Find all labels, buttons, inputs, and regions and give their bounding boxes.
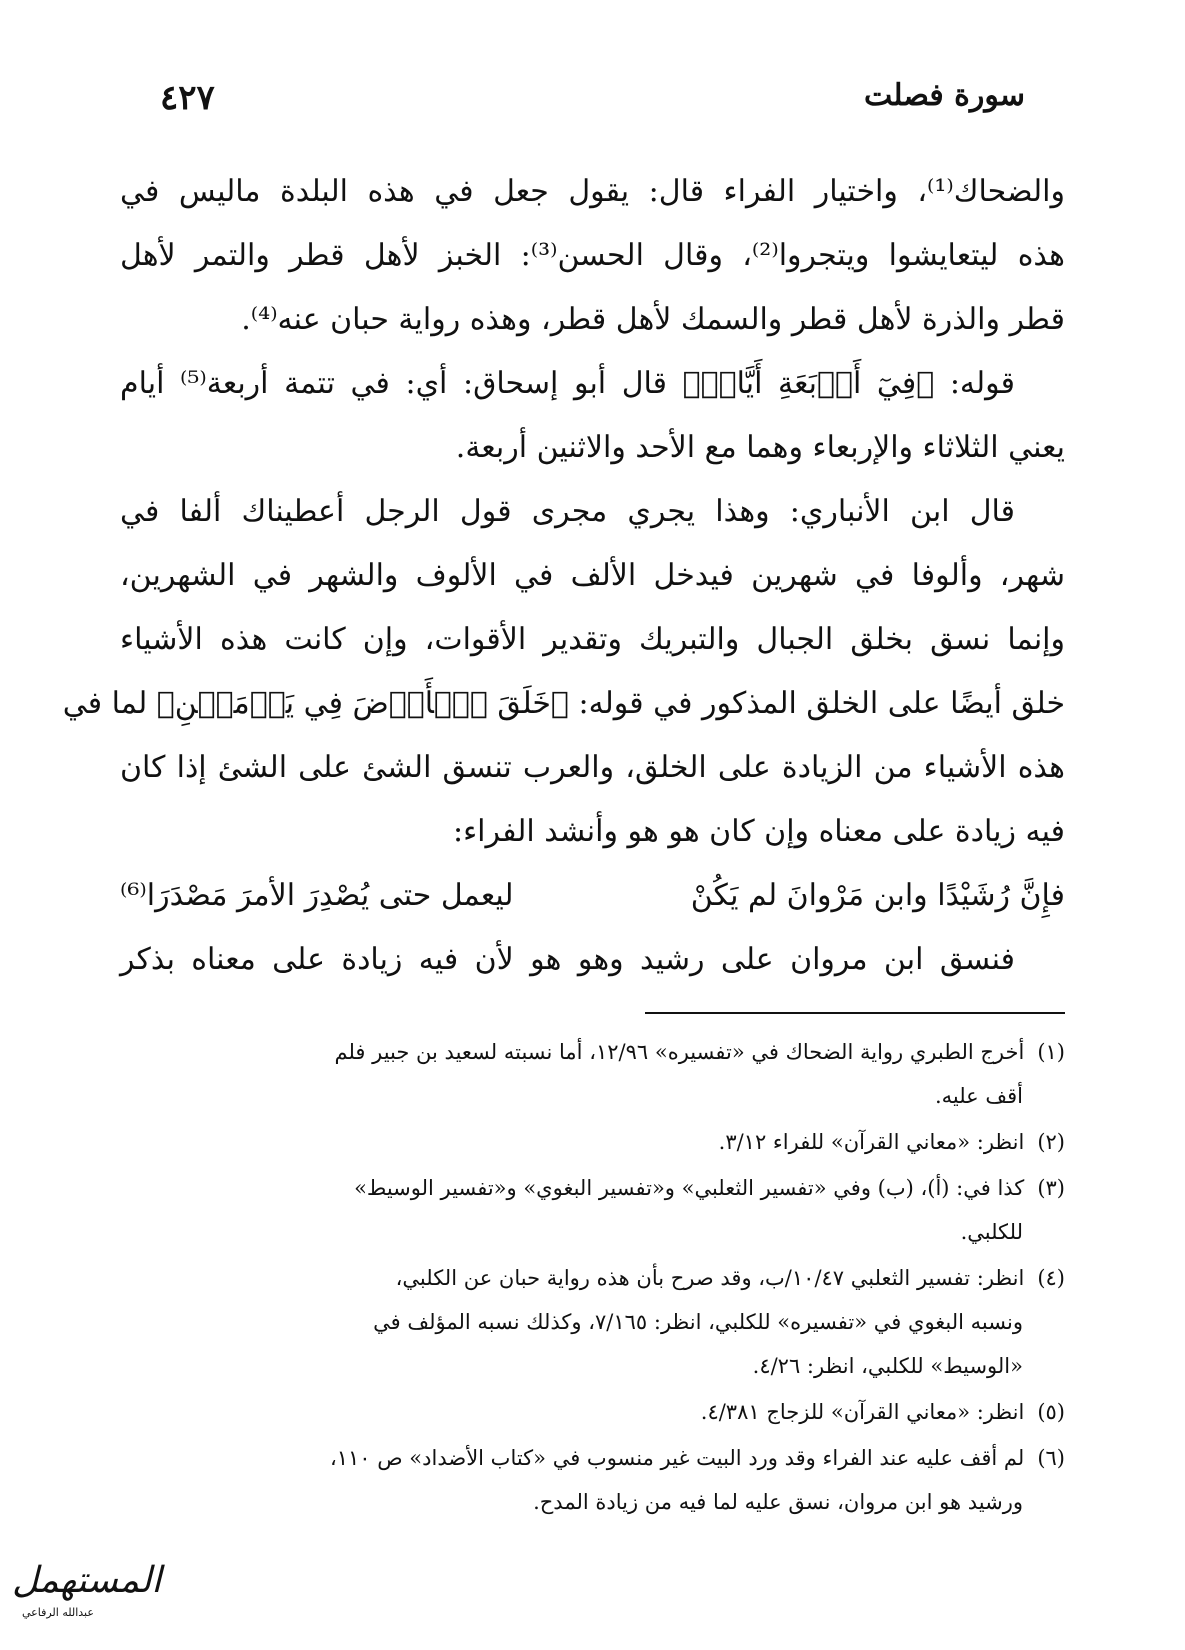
- text-line: يعني الثلاثاء والإربعاء وهما مع الأحد والاثنين أربعة.: [455, 430, 1065, 465]
- text-line: هذه ليتعايشوا ويتجروا⁽²⁾، وقال الحسن⁽³⁾: الخبز لأهل قطر والتمر لأهل: [120, 238, 1065, 273]
- text-line: قطر والذرة لأهل قطر والسمك لأهل قطر، وهذه رواية حبان عنه⁽⁴⁾.: [241, 302, 1065, 337]
- poetry-verse: [120, 864, 1065, 928]
- footnote: [120, 1120, 1065, 1164]
- watermark-sub: عبدالله الرفاعي: [22, 1606, 94, 1619]
- footnote-continuation: «الوسيط» للكلبي، انظر: ٤/٢٦.: [752, 1354, 1023, 1378]
- footnote: [120, 1166, 1065, 1254]
- footnote-text: انظر: «معاني القرآن» للفراء ٣/١٢.: [718, 1130, 1025, 1154]
- footnote-continuation: أقف عليه.: [934, 1084, 1023, 1108]
- page-header: [160, 78, 1025, 128]
- footnote-number: (٢): [1037, 1130, 1065, 1154]
- footnote-continuation: للكلبي.: [960, 1220, 1023, 1244]
- footnote-number: (٣): [1037, 1176, 1065, 1200]
- footnotes: [120, 1030, 1065, 1526]
- main-text: [62, 160, 1065, 992]
- watermark-main: المستهمل: [12, 1560, 162, 1601]
- text-line: وإنما نسق بخلق الجبال والتبريك وتقدير الأقوات، وإن كانت هذه الأشياء: [120, 622, 1065, 657]
- page-number: ٤٢٧: [160, 78, 215, 118]
- footnote: [120, 1256, 1065, 1388]
- footnote-text: انظر: «معاني القرآن» للزجاج ٤/٣٨١.: [700, 1400, 1025, 1424]
- footnote-number: (٤): [1037, 1266, 1065, 1290]
- verse-first-hemistich: فإِنَّ رُشَيْدًا وابن مَرْوانَ لم يَكُنْ: [690, 878, 1065, 913]
- text-line: والضحاك⁽¹⁾، واختيار الفراء قال: يقول جعل في هذه البلدة ماليس في: [120, 174, 1065, 209]
- footnote-text: كذا في: (أ)، (ب) وفي «تفسير الثعلبي» و«تفسير البغوي» و«تفسير الوسيط»: [354, 1176, 1025, 1200]
- text-line: قوله: ﴿فِيٓ أَرۡبَعَةِ أَيَّامٖ﴾ قال أبو إسحاق: أي: في تتمة أربعة⁽⁵⁾ أيام: [120, 366, 1015, 401]
- text-line: شهر، وألوفا في شهرين فيدخل الألف في الألوف والشهر في الشهرين،: [120, 558, 1065, 593]
- footnote: [120, 1390, 1065, 1434]
- footnote-continuation: ورشيد هو ابن مروان، نسق عليه لما فيه من زيادة المدح.: [533, 1490, 1023, 1514]
- running-title: سورة فصلت: [863, 78, 1025, 113]
- footnote-number: (٦): [1037, 1446, 1065, 1470]
- footnote: [120, 1436, 1065, 1524]
- footnote-number: (١): [1037, 1040, 1065, 1064]
- footnote-separator: [645, 1012, 1065, 1014]
- footnote: [120, 1030, 1065, 1118]
- footnote-text: انظر: تفسير الثعلبي ١٠/٤٧/ب، وقد صرح بأن هذه رواية حبان عن الكلبي،: [395, 1266, 1025, 1290]
- text-line: فنسق ابن مروان على رشيد وهو هو لأن فيه زيادة على معناه بذكر: [120, 942, 1015, 977]
- footnote-text: أخرج الطبري رواية الضحاك في «تفسيره» ١٢/٩٦، أما نسبته لسعيد بن جبير فلم: [334, 1040, 1025, 1064]
- watermark-logo: [8, 1560, 162, 1628]
- text-line: فيه زيادة على معناه وإن كان هو هو وأنشد الفراء:: [452, 814, 1065, 849]
- footnote-number: (٥): [1037, 1400, 1065, 1424]
- text-line: هذه الأشياء من الزيادة على الخلق، والعرب تنسق الشئ على الشئ إذا كان: [120, 750, 1065, 785]
- verse-second-hemistich: ليعمل حتى يُصْدِرَ الأمرَ مَصْدَرَا⁽⁶⁾: [120, 878, 514, 913]
- text-line: قال ابن الأنباري: وهذا يجري مجرى قول الرجل أعطيناك ألفا في: [120, 494, 1015, 529]
- text-line: خلق أيضًا على الخلق المذكور في قوله: ﴿خَلَقَ ٱلۡأَرۡضَ فِي يَوۡمَيۡنِ﴾ لما في: [62, 686, 1065, 721]
- footnote-continuation: ونسبه البغوي في «تفسيره» للكلبي، انظر: ٧/١٦٥، وكذلك نسبه المؤلف في: [373, 1310, 1023, 1334]
- footnote-text: لم أقف عليه عند الفراء وقد ورد البيت غير منسوب في «كتاب الأضداد» ص ١١٠،: [329, 1446, 1025, 1470]
